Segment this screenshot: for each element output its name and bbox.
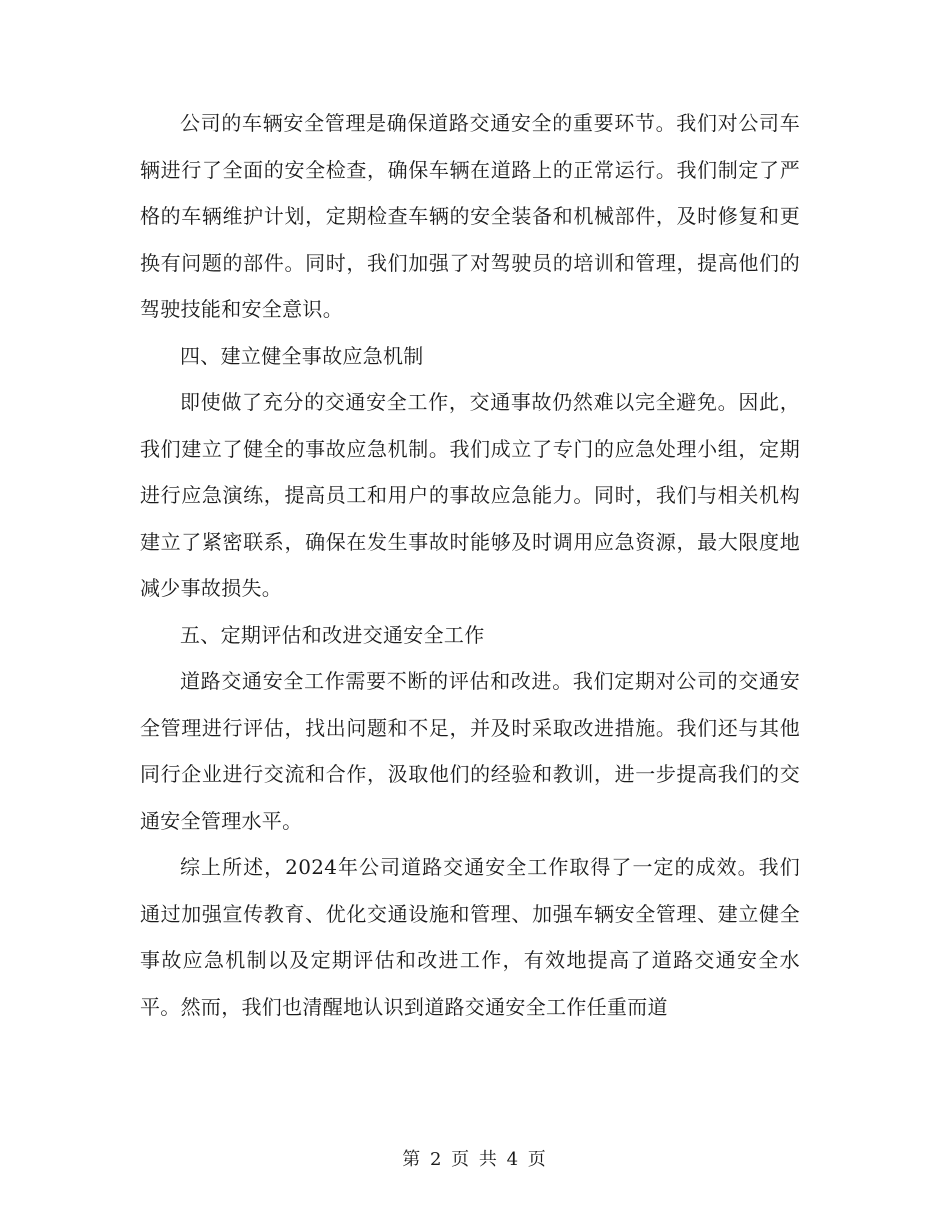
paragraph-evaluation: 道路交通安全工作需要不断的评估和改进。我们定期对公司的交通安全管理进行评估，找出问题和不足，并及时采取改进措施。我们还与其他同行企业进行交流和合作，汲取他们的经验和教训，进一步提高我们的交通安全管理水平。	[140, 669, 800, 833]
paragraph-vehicle-safety: 公司的车辆安全管理是确保道路交通安全的重要环节。我们对公司车辆进行了全面的安全检查，确保车辆在道路上的正常运行。我们制定了严格的车辆维护计划，定期检查车辆的安全装备和机械部件，及时修复和更换有问题的部件。同时，我们加强了对驾驶员的培训和管理，提高他们的驾驶技能和安全意识。	[140, 111, 800, 321]
section-heading-accident-emergency: 四、建立健全事故应急机制	[180, 343, 424, 368]
paragraph-accident-emergency: 即使做了充分的交通安全工作，交通事故仍然难以完全避免。因此，我们建立了健全的事故应急机制。我们成立了专门的应急处理小组，定期进行应急演练，提高员工和用户的事故应急能力。同时，我们与相关机构建立了紧密联系，确保在发生事故时能够及时调用应急资源，最大限度地减少事故损失。	[140, 390, 800, 600]
section-heading-evaluation: 五、定期评估和改进交通安全工作	[180, 622, 485, 647]
paragraph-summary: 综上所述，2024年公司道路交通安全工作取得了一定的成效。我们通过加强宣传教育、优化交通设施和管理、加强车辆安全管理、建立健全事故应急机制以及定期评估和改进工作，有效地提高了道路交通安全水平。然而，我们也清醒地认识到道路交通安全工作任重而道	[140, 855, 800, 1019]
document-body	[140, 100, 800, 1030]
page-number-footer: 第 2 页 共 4 页	[402, 1149, 548, 1170]
